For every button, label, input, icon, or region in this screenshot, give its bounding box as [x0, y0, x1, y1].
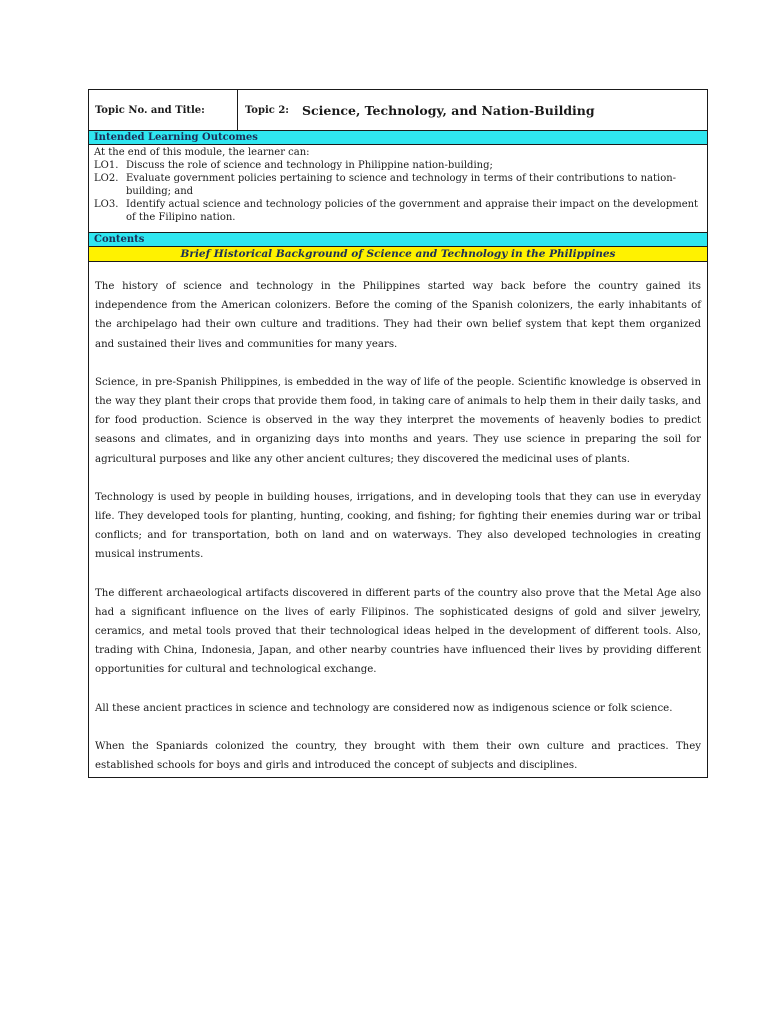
- outcome-text: Discuss the role of science and technology in Philippine nation-building;: [126, 160, 493, 171]
- paragraph: The different archaeological artifacts discovered in different parts of the country also prove that the Metal Age also had a significant influence on the lives of early Filipinos. The sophisticated designs of gold and silver jewelry, ceramics, and metal tools proved that their technological ideas helped in the development of different tools. Also, trading with China, Indonesia, Japan, and other nearby countries have influenced their lives by providing different opportunities for cultural and technological exchange.: [95, 587, 701, 676]
- topic-row: [89, 90, 707, 131]
- outcome-text: Evaluate government policies pertaining to science and technology in terms of their contributions to nation-building; and: [126, 173, 677, 197]
- topic-label: Topic No. and Title:: [89, 90, 238, 130]
- paragraph: Technology is used by people in building houses, irrigations, and in developing tools that they can use in everyday life. They developed tools for planting, hunting, cooking, and fishing; for fighting their enemies during war or tribal conflicts; and for transportation, both on land and on waterways. They also developed technologies in creating musical instruments.: [95, 491, 701, 561]
- outcome-item: [94, 159, 702, 172]
- outcome-number: LO3.: [94, 199, 119, 210]
- outcomes-section: [89, 145, 707, 233]
- paragraph: Science, in pre-Spanish Philippines, is embedded in the way of life of the people. Scientific knowledge is observed in the way they plant their crops that provide them food, in taking care of animals to help them in their daily tasks, and for food production. Science is observed in the way they interpret the movements of heavenly bodies to predict seasons and climates, and in organizing days into months and years. They use science in preparing the soil for agricultural purposes and like any other ancient cultures; they discovered the medicinal uses of plants.: [95, 376, 701, 465]
- outcome-item: [94, 198, 702, 224]
- outcomes-intro: At the end of this module, the learner can:: [94, 147, 310, 158]
- outcomes-header: Intended Learning Outcomes: [89, 131, 707, 145]
- topic-value: [238, 90, 707, 130]
- topic-number: Topic 2:: [245, 104, 289, 116]
- outcome-number: LO1.: [94, 160, 119, 171]
- topic-title: Science, Technology, and Nation-Building: [301, 102, 595, 118]
- outcome-item: [94, 172, 702, 198]
- paragraph: The history of science and technology in the Philippines started way back before the country gained its independence from the American colonizers. Before the coming of the Spanish colonizers, the early inhabitants of the archipelago had their own culture and traditions. They had their own belief system that kept them organized and sustained their lives and communities for many years.: [95, 281, 701, 350]
- contents-body: [89, 262, 707, 777]
- paragraph: All these ancient practices in science and technology are considered now as indigenous science or folk science.: [95, 702, 673, 714]
- contents-header: Contents: [89, 233, 707, 247]
- paragraph: When the Spaniards colonized the country, they brought with them their own culture and practices. They established schools for boys and girls and introduced the concept of subjects and disciplines.: [95, 740, 701, 772]
- module-document: [88, 89, 708, 778]
- section-heading: Brief Historical Background of Science and Technology in the Philippines: [89, 247, 707, 262]
- outcome-text: Identify actual science and technology policies of the government and appraise their impact on the development of the Filipino nation.: [126, 199, 699, 223]
- outcome-number: LO2.: [94, 173, 119, 184]
